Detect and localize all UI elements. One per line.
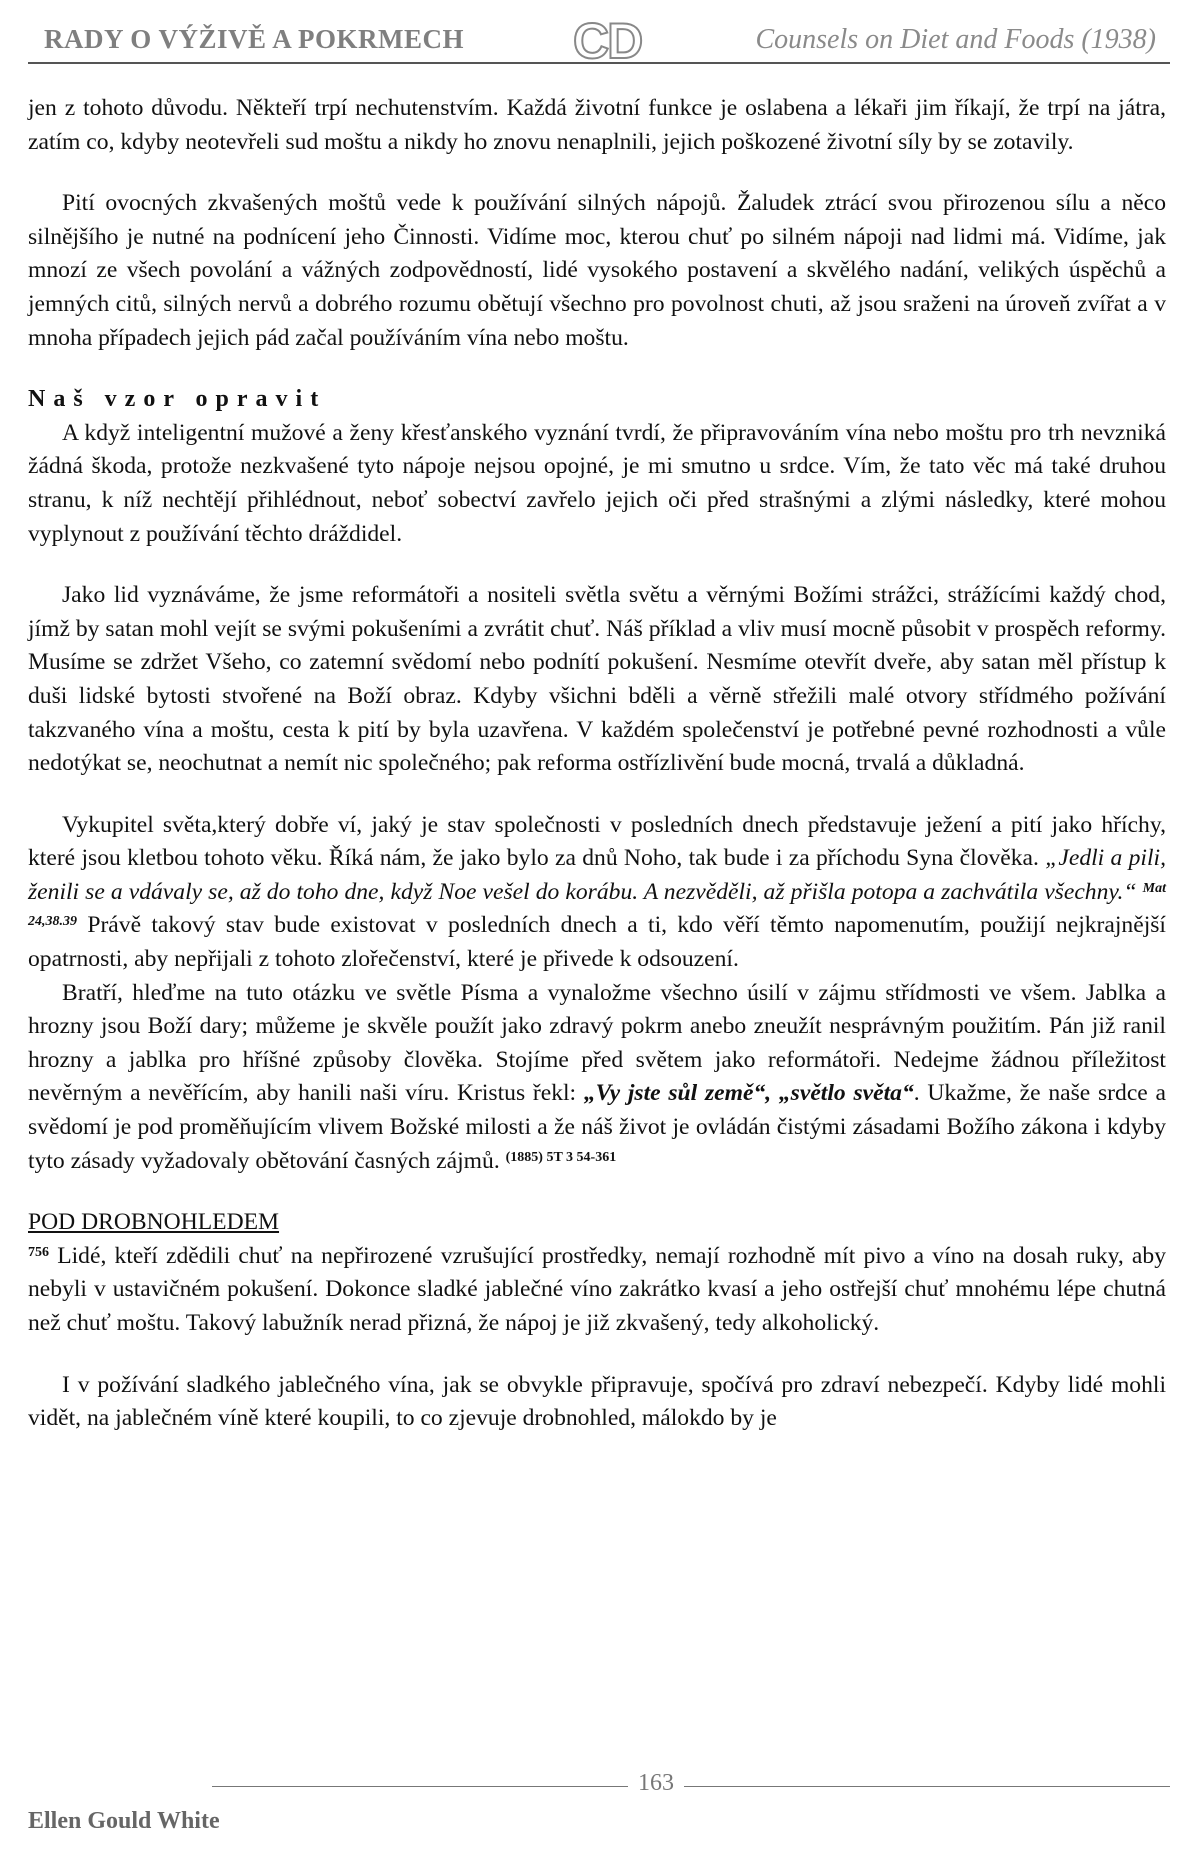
paragraph-7 — [28, 1240, 1166, 1341]
section-heading-pod-drobnohledem: POD DROBNOHLEDEM — [28, 1209, 280, 1236]
author-name: Ellen Gould White — [28, 1808, 220, 1834]
cd-logo: CD — [573, 13, 642, 69]
section-heading-nas-vzor: Naš vzor opravit — [28, 386, 327, 413]
header-divider — [28, 62, 1170, 64]
paragraph-number: 756 — [28, 1244, 49, 1260]
book-title-english: Counsels on Diet and Foods (1938) — [755, 24, 1156, 55]
paragraph-5-text-b: Právě takový stav bude existovat v posledních dnech a ti, kdo věří těmto napomenutím, použijí nejkrajnější opatrnosti, aby nepřijali z tohoto zlořečenství, které je přivede k odsouzení. — [28, 912, 1166, 973]
paragraph-2: Pití ovocných zkvašených moštů vede k používání silných nápojů. Žaludek ztrácí svou přirozenou sílu a něco silnějšího je nutné na podnícení jeho Činnosti. Vidíme moc, kterou chuť po silném nápoji nad lidmi má. Vidíme, jak mnozí ze všech povolání a vážných zodpovědností, lidé vysokého postavení a skvělého nadání, velikých úspěchů a jemných citů, silných nervů a dobrého rozumu obětují všechno pro povolnost chuti, až jsou sraženi na úroveň zvířat a v mnoha případech jejich pád začal používáním vína nebo moštu. — [28, 190, 1166, 351]
bible-reference: Mat 24,38.39 — [28, 880, 1166, 930]
paragraph-3: A když inteligentní mužové a ženy křesťanského vyznání tvrdí, že připravováním vína nebo moštu pro trh nevzniká žádná škoda, protože nezkvašené tyto nápoje nejsou opojné, je mi smutno u srdce. Vím, že tato věc má také druhou stranu, k níž nechtějí přihlédnout, neboť sobectví zavřelo jejich oči před strašnými a zlými následky, které mohou vyplynout z používání těchto dráždidel. — [28, 419, 1166, 547]
paragraph-6-text-b: . Ukažme, že naše srdce a svědomí je pod proměňujícím vlivem Božské milosti a že náš život je ovládán čistými zásadami Božího zákona i kdyby tyto zásady vyžadovaly obětování časných zájmů. — [28, 1080, 1166, 1174]
christ-quote: „Vy jste sůl země“, „světlo světa“ — [583, 1080, 914, 1107]
paragraph-6-text-a: Bratří, hleďme na tuto otázku ve světle Písma a vynaložme všechno úsilí v zájmu střídmosti ve všem. Jablka a hrozny jsou Boží dary; můžeme je skvěle použít jako zdravý pokrm anebo zneužít nesprávným použitím. Pán již ranil hrozny a jablka pro hříšné způsoby člověka. Stojíme před světem jako reformátoři. Nedejme žádnou příležitost nevěrným a nevěřícím, aby hanili naši víru. Kristus řekl: — [28, 979, 1166, 1107]
bible-quote: „Jedli a pili, ženili se a vdávaly se, až do toho dne, když Noe vešel do korábu. A nezvěděli, až přišla potopa a zachvátila všechny.“ — [28, 845, 1166, 905]
page-number: 163 — [638, 1770, 674, 1796]
footer-divider-right — [684, 1786, 1170, 1787]
paragraph-8: I v požívání sladkého jablečného vína, jak se obvykle připravuje, spočívá pro zdraví nebezpečí. Kdyby lidé mohli vidět, na jablečném víně které koupili, to co zjevuje drobnohled, málokdo by je — [28, 1371, 1166, 1432]
paragraph-4: Jako lid vyznáváme, že jsme reformátoři a nositeli světla světu a věrnými Božími strážci, strážícími každý chod, jímž by satan mohl vejít se svými pokušeními a zvrátit chuť. Náš příklad a vliv musí mocně působit v prospěch reformy. Musíme se zdržet Všeho, co zatemní svědomí nebo podnítí pokušení. Nesmíme otevřít dveře, aby satan měl přístup k duši lidské bytosti stvořené na Boží obraz. Kdyby všichni bděli a věrně střežili malé otvory střídmého požívání takzvaného vína a moštu, cesta k pití by byla uzavřena. V každém společenství je potřebné pevné rozhodnosti a vůle nedotýkat se, neochutnat a nemít nic společného; pak reforma ostřízlivění bude mocná, trvalá a důkladná. — [28, 582, 1166, 777]
paragraph-5-text-a: Vykupitel světa,který dobře ví, jaký je stav společnosti v posledních dnech představuje ježení a pití jako hříchy, které jsou kletbou tohoto věku. Říká nám, že jako bylo za dnů Noho, tak bude i za příchodu Syna člověka. — [28, 811, 1166, 872]
book-title-czech: RADY O VÝŽIVĚ A POKRMECH — [44, 24, 465, 54]
footer-divider-left — [212, 1786, 628, 1787]
source-reference: (1885) 5T 3 54-361 — [505, 1149, 617, 1165]
paragraph-6 — [28, 977, 1166, 1179]
paragraph-1: jen z tohoto důvodu. Někteří trpí nechutenstvím. Každá životní funkce je oslabena a lékaři jim říkají, že trpí na játra, zatím co, kdyby neotevřeli sud moštu a nikdy ho znovu nenaplnili, jejich poškozené životní síly by se zotavily. — [28, 95, 1166, 155]
paragraph-7-text: Lidé, kteří zdědili chuť na nepřirozené vzrušující prostředky, nemají rozhodně mít pivo a víno na dosah ruky, aby nebyli v ustavičném pokušení. Dokonce sladké jablečné víno zakrátko kvasí a jeho ostřejší chuť mnohému lépe chutná než chuť moštu. Takový labužník nerad přizná, že nápoj je již zkvašený, tedy alkoholický. — [28, 1242, 1166, 1336]
page-body — [28, 92, 1166, 1436]
page-header — [28, 13, 1170, 69]
paragraph-5 — [28, 809, 1166, 977]
